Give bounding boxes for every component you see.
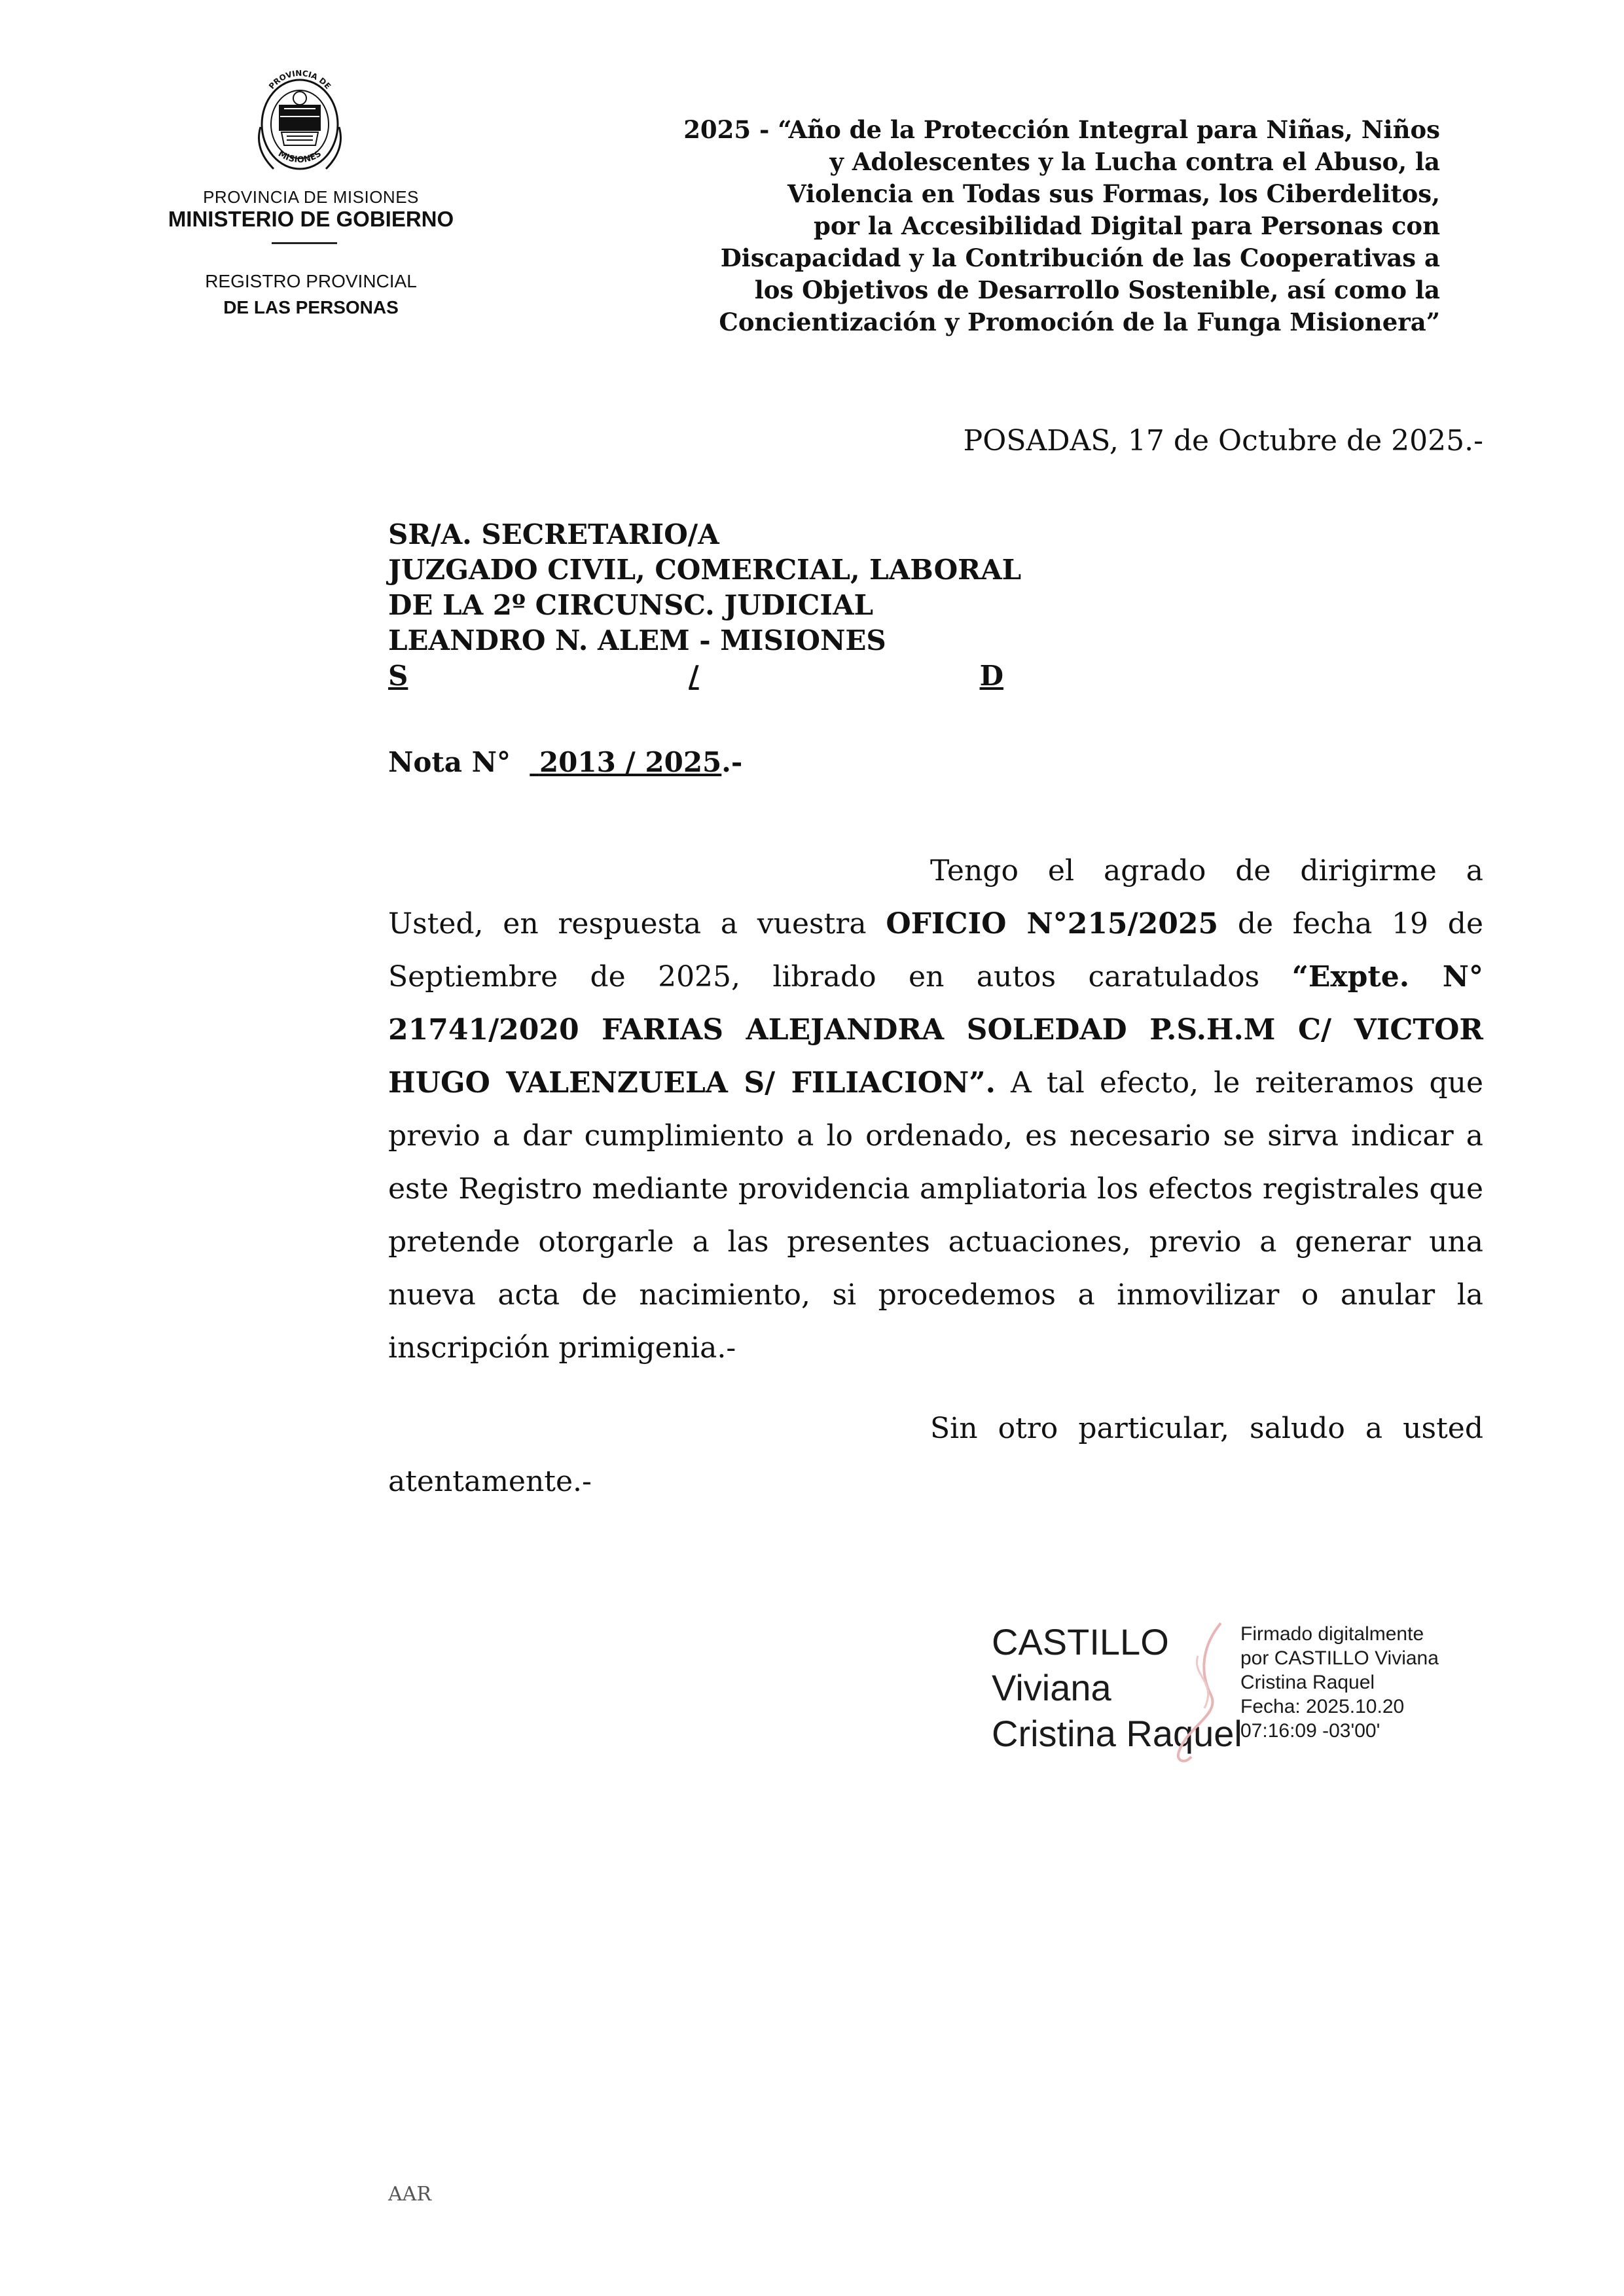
ministry-name: MINISTERIO DE GOBIERNO (168, 207, 454, 231)
case-reference: “Expte. N° 21741/2020 FARIAS ALEJANDRA SOLEDAD P.S.H.M C/ VICTOR HUGO VALENZUELA S/ FILIACION”. (388, 960, 1483, 1100)
sd-slash: / (689, 660, 699, 692)
signature-mark-icon (1159, 1617, 1237, 1767)
sd-s: S (388, 660, 408, 692)
province-name: PROVINCIA DE MISIONES (203, 187, 419, 207)
signature-name-line: CASTILLO (992, 1621, 1169, 1662)
svg-text:PROVINCIA DE: PROVINCIA DE (266, 68, 333, 91)
closing-paragraph: Sin otro particular, saludo a usted atentamente.- (388, 1412, 1483, 1498)
body-paragraph-1 (388, 844, 1483, 1374)
motto-line: Concientización y Promoción de la Funga Misionera” (719, 308, 1440, 336)
registry-line-2: DE LAS PERSONAS (223, 297, 399, 317)
motto-line: Violencia en Todas sus Formas, los Ciberdelitos, (787, 179, 1440, 208)
note-value: 2013 / 2025 (539, 746, 722, 778)
oficio-reference: OFICIO N°215/2025 (886, 907, 1219, 941)
year-motto (589, 114, 1440, 338)
motto-line: por la Accesibilidad Digital para Personas con (814, 211, 1440, 240)
addressee-line: SR/A. SECRETARIO/A (388, 518, 719, 550)
motto-line: 2025 - “Año de la Protección Integral para Niñas, Niños (683, 115, 1440, 144)
signature-info-line: Fecha: 2025.10.20 (1240, 1696, 1405, 1717)
signature-name-line: Viviana (992, 1667, 1111, 1708)
digital-signature-info (1240, 1622, 1439, 1743)
date-line: POSADAS, 17 de Octubre de 2025.- (963, 424, 1483, 457)
signature-name-line: Cristina Raquel (992, 1713, 1242, 1754)
motto-line: los Objetivos de Desarrollo Sostenible, así como la (754, 276, 1440, 304)
signature-info-line: 07:16:09 -03'00' (1240, 1720, 1380, 1742)
body-text: de fecha 19 de Septiembre de 2025, librado en autos caratulados (388, 907, 1483, 994)
registry-line-1: REGISTRO PROVINCIAL (205, 271, 417, 291)
body-text: A tal efecto, le reiteramos que previo a dar cumplimiento a lo ordenado, es necesario se sirva indicar a este Registro mediante providencia ampliatoria los efectos registrales que pretende otorgarle a las presentes actuaciones, previo a generar una nueva acta de nacimiento, si procedemos a inmovilizar o anular la inscripción primigenia.- (388, 1066, 1484, 1365)
addressee-line: DE LA 2º CIRCUNSC. JUDICIAL (388, 589, 874, 621)
province-crest-logo (247, 64, 352, 182)
header-divider (272, 242, 337, 244)
registry-name (157, 268, 465, 321)
svg-text:MISIONES: MISIONES (276, 149, 323, 166)
body-text: Tengo el agrado de dirigirme a Usted, en respuesta a vuestra (388, 854, 1483, 941)
signature-info-line: Firmado digitalmente (1240, 1623, 1424, 1645)
addressee-line: JUZGADO CIVIL, COMERCIAL, LABORAL (388, 554, 1022, 586)
note-number (388, 746, 742, 778)
signature-info-line: por CASTILLO Viviana (1240, 1647, 1439, 1669)
signature-info-line: Cristina Raquel (1240, 1672, 1375, 1693)
note-prefix: Nota N° (388, 746, 511, 778)
footer-initials: AAR (388, 2183, 431, 2206)
motto-line: y Adolescentes y la Lucha contra el Abuso, la (829, 147, 1440, 176)
motto-line: Discapacidad y la Contribución de las Cooperativas a (720, 243, 1440, 272)
sd-d: D (979, 660, 1003, 692)
addressee-line: LEANDRO N. ALEM - MISIONES (388, 624, 886, 656)
addressee-block (388, 517, 1043, 694)
sd-line (388, 658, 1003, 694)
note-suffix: .- (721, 746, 743, 778)
